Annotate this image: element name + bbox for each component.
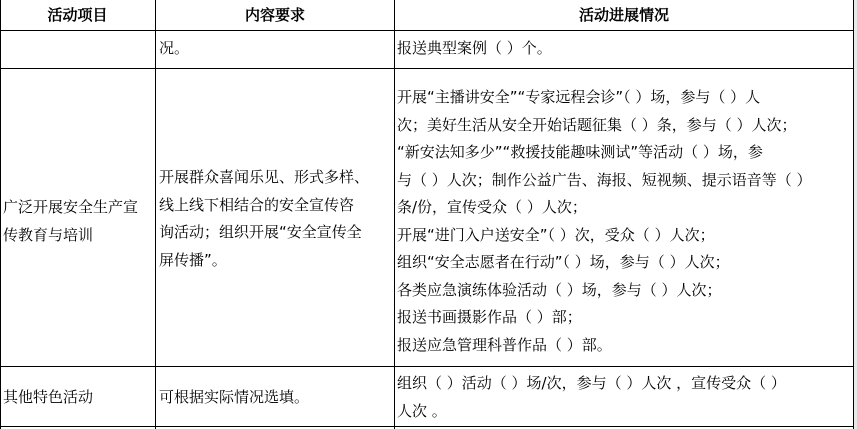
text-line: 可根据实际情况选填。 [159, 388, 310, 406]
column-divider-1 [155, 0, 156, 429]
text-line: 其他特色活动 [3, 388, 94, 406]
text-line: 况。 [159, 39, 190, 57]
row-divider-2 [0, 366, 854, 367]
text-line: 人次 。 [397, 401, 447, 420]
row2-progress [397, 84, 812, 359]
text-line: 开展群众喜闻乐见、形式多样、 [159, 168, 370, 186]
row-divider-1 [0, 68, 854, 69]
text-line: 传教育与培训 [3, 225, 94, 244]
text-line: 询活动；组织开展“安全宣传全 [159, 223, 362, 241]
header-progress: 活动进展情况 [578, 6, 669, 24]
text-line: 报送典型案例（ ）个。 [397, 39, 552, 57]
table-border-left [0, 0, 1, 429]
text-line: “新安法知多少”“救援技能趣味测试”等活动（ ）场，参 [397, 143, 763, 161]
row1-progress [397, 35, 552, 63]
row2-requirement [159, 164, 369, 274]
text-line: 开展“进门入户送安全”（ ）次，受众（ ）人次； [397, 225, 715, 244]
text-line: 与（ ）人次；制作公益广告、海报、短视频、提示语音等（ ） [397, 170, 812, 189]
header-bottom-rule [0, 30, 854, 31]
header-content-requirement: 内容要求 [244, 6, 305, 24]
row3-requirement [159, 384, 309, 412]
header-activity-item: 活动项目 [47, 6, 108, 24]
text-line: 线上线下相结合的安全宣传咨 [159, 195, 355, 214]
text-line: 组织（ ）活动（ ）场/次，参与（ ）人次 ，宣传受众（ ） [397, 374, 786, 392]
row3-item [3, 384, 93, 412]
text-line: 条/份，宣传受众（ ）人次； [397, 198, 587, 216]
text-line: 组织“安全志愿者在行动”（ ）场，参与（ ）人次； [397, 253, 730, 271]
row2-item [3, 194, 138, 249]
text-line: 次；美好生活从安全开始话题征集（ ）条，参与（ ）人次； [397, 115, 797, 134]
table-bottom-rule [0, 426, 854, 427]
row1-requirement [159, 35, 189, 63]
text-line: 各类应急演练体验活动（ ）场，参与（ ）人次； [397, 280, 722, 299]
text-line: 开展“主播讲安全”“专家远程会诊”（ ）场，参与（ ）人 [397, 88, 761, 106]
column-divider-2 [394, 0, 395, 429]
text-line: 报送书画摄影作品（ ）部； [397, 308, 582, 326]
text-line: 报送应急管理科普作品（ ）部。 [397, 335, 612, 354]
text-line: 广泛开展安全生产宣 [3, 198, 139, 216]
row3-progress [397, 370, 786, 425]
text-line: 屏传播”。 [159, 250, 227, 269]
